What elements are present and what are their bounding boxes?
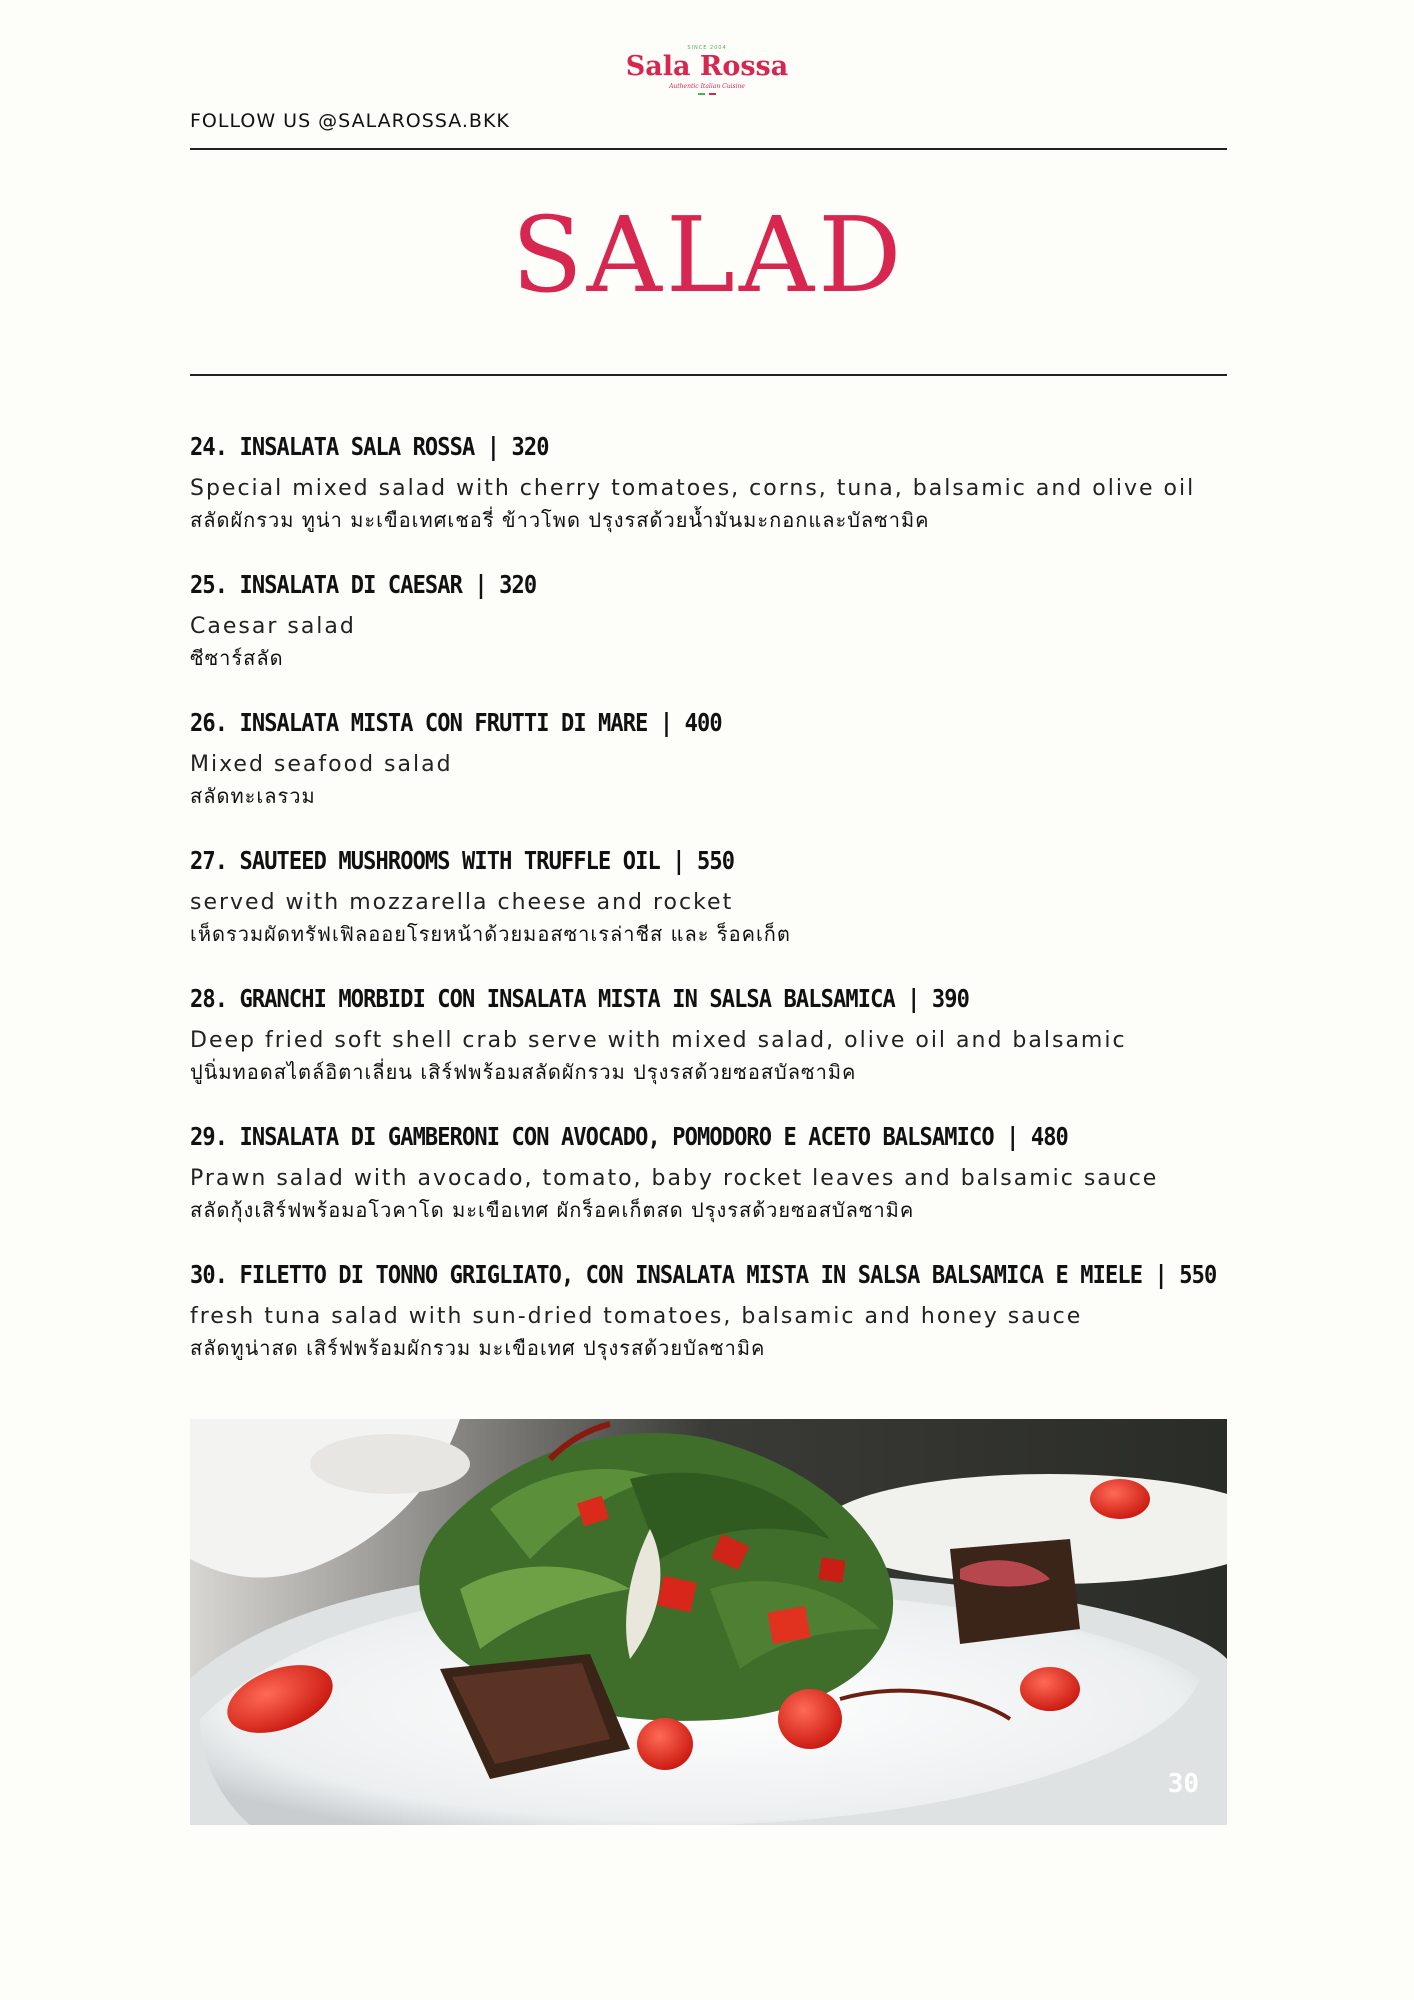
divider-middle [190,374,1227,376]
menu-item [190,842,1227,980]
menu-item [190,1256,1227,1394]
menu-item-thai: สลัดทูน่าสด เสิร์ฟพร้อมผักรวม มะเขือเทศ ปรุงรสด้วยบัลซามิค [190,1336,766,1360]
menu-item-description: fresh tuna salad with sun-dried tomatoes, balsamic and honey sauce [190,1304,1083,1329]
logo-since: SINCE 2004 [687,45,727,51]
menu-item-thai: ปูนิ่มทอดสไตล์อิตาเลี่ยน เสิร์ฟพร้อมสลัดผักรวม ปรุงรสด้วยซอสบัลซามิค [190,1060,857,1084]
menu-item-description: served with mozzarella cheese and rocket [190,890,734,915]
social-handle: FOLLOW US @SALAROSSA.BKK [190,110,510,132]
menu-item-thai: สลัดกุ้งเสิร์ฟพร้อมอโวคาโด มะเขือเทศ ผักร็อคเก็ตสด ปรุงรสด้วยซอสบัลซามิค [190,1198,915,1222]
menu-item-description: Mixed seafood salad [190,752,453,777]
page-number: 30 [1167,1769,1199,1799]
menu-item [190,1118,1227,1256]
menu-item-title: 26. INSALATA MISTA CON FRUTTI DI MARE | 400 [190,708,722,737]
menu-item-thai: สลัดทะเลรวม [190,784,316,808]
menu-item-title: 30. FILETTO DI TONNO GRIGLIATO, CON INSALATA MISTA IN SALSA BALSAMICA E MIELE | 550 [190,1260,1217,1289]
menu-item-title: 27. SAUTEED MUSHROOMS WITH TRUFFLE OIL | 550 [190,846,735,875]
menu-item-thai: ซีซาร์สลัด [190,646,284,670]
restaurant-logo [560,44,854,104]
menu-item-description: Caesar salad [190,614,356,639]
menu-item [190,980,1227,1118]
menu-item-description: Special mixed salad with cherry tomatoes, corns, tuna, balsamic and olive oil [190,476,1196,501]
menu-item-title: 29. INSALATA DI GAMBERONI CON AVOCADO, POMODORO E ACETO BALSAMICO | 480 [190,1122,1068,1151]
menu-item-thai: เห็ดรวมผัดทรัฟเฟิลออยโรยหน้าด้วยมอสซาเรล่าชีส และ ร็อคเก็ต [190,922,791,946]
logo-tagline: Authentic Italian Cuisine [669,83,745,90]
menu-list [190,428,1227,1394]
divider-top [190,148,1227,150]
menu-item-title: 28. GRANCHI MORBIDI CON INSALATA MISTA IN SALSA BALSAMICA | 390 [190,984,970,1013]
logo-brand: Sala Rossa [625,51,789,82]
menu-item-thai: สลัดผักรวม ทูน่า มะเขือเทศเชอรี่ ข้าวโพด ปรุงรสด้วยน้ำมันมะกอกและบัลซามิค [190,508,930,532]
italian-flag-icon [560,93,854,99]
menu-item-title: 24. INSALATA SALA ROSSA | 320 [190,432,549,461]
menu-item [190,566,1227,704]
salad-plate-illustration [190,1419,1227,1825]
page-title: SALAD [511,194,906,316]
menu-item-title: 25. INSALATA DI CAESAR | 320 [190,570,537,599]
menu-item-description: Deep fried soft shell crab serve with mixed salad, olive oil and balsamic [190,1028,1127,1053]
salad-photo [190,1419,1227,1825]
menu-item-description: Prawn salad with avocado, tomato, baby rocket leaves and balsamic sauce [190,1166,1159,1191]
menu-item [190,704,1227,842]
menu-item [190,428,1227,566]
